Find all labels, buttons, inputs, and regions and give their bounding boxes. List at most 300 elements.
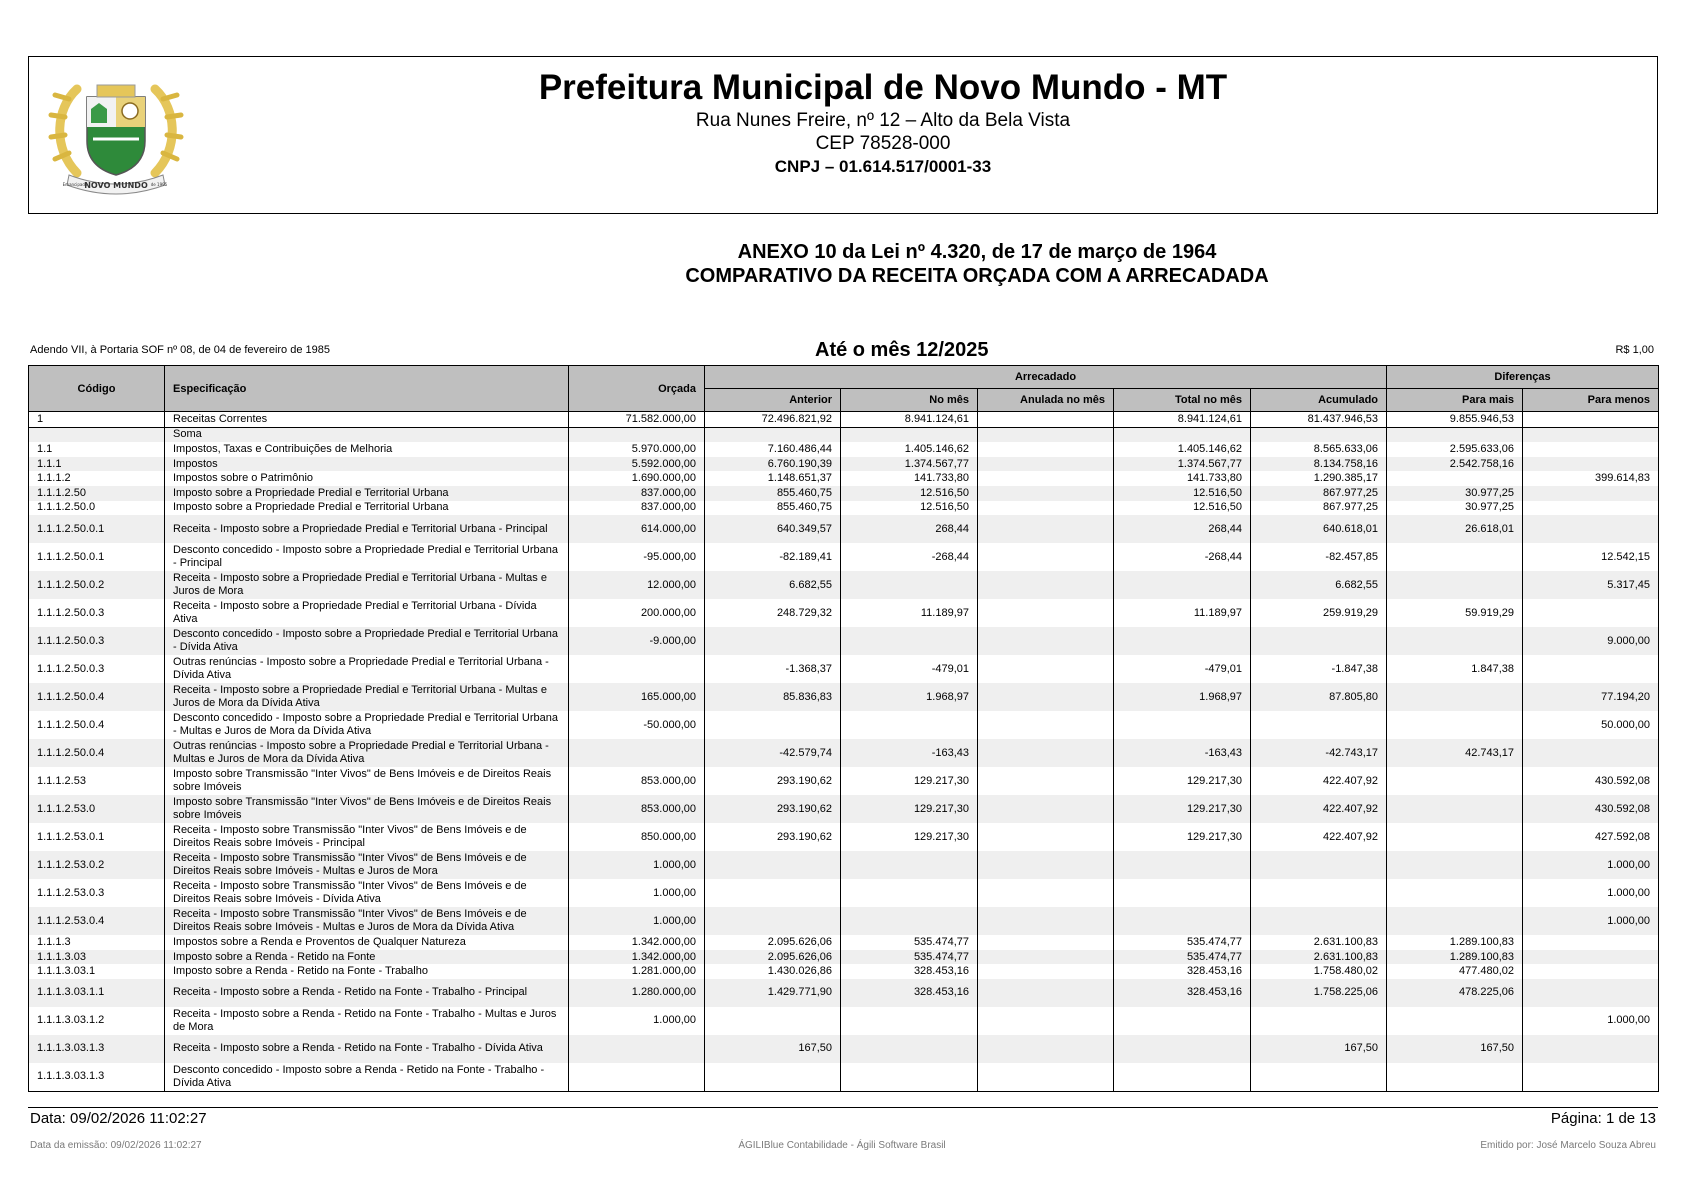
cell-no-mes <box>841 711 978 739</box>
cell-para-mais: 2.542.758,16 <box>1387 457 1523 472</box>
cell-no-mes: 1.968,97 <box>841 683 978 711</box>
cell-acumulado: 167,50 <box>1251 1035 1387 1063</box>
cell-para-mais: 1.289.100,83 <box>1387 935 1523 950</box>
cell-no-mes <box>841 907 978 935</box>
cell-para-menos <box>1523 1063 1659 1092</box>
cell-anulada <box>978 486 1114 501</box>
cell-total-mes: 11.189,97 <box>1114 599 1251 627</box>
cell-para-menos <box>1523 427 1659 442</box>
cell-para-mais <box>1387 427 1523 442</box>
cell-acumulado <box>1251 1007 1387 1035</box>
cell-para-mais: 477.480,02 <box>1387 964 1523 979</box>
cell-especificacao: Imposto sobre a Renda - Retido na Fonte - Trabalho <box>165 964 569 979</box>
cell-codigo: 1.1.1.3.03.1 <box>29 964 165 979</box>
cell-total-mes: 268,44 <box>1114 515 1251 543</box>
cell-anterior <box>705 851 841 879</box>
cell-especificacao: Receita - Imposto sobre a Propriedade Predial e Territorial Urbana - Dívida Ativa <box>165 599 569 627</box>
cell-codigo: 1.1.1.3 <box>29 935 165 950</box>
cell-anulada <box>978 851 1114 879</box>
cell-codigo <box>29 427 165 442</box>
cell-no-mes: 535.474,77 <box>841 935 978 950</box>
cell-acumulado: 640.618,01 <box>1251 515 1387 543</box>
cell-anulada <box>978 571 1114 599</box>
cell-para-menos: 1.000,00 <box>1523 1007 1659 1035</box>
cell-codigo: 1.1.1.2.50.0.4 <box>29 683 165 711</box>
cell-codigo: 1.1.1.2.50.0 <box>29 501 165 516</box>
cell-para-menos <box>1523 442 1659 457</box>
cell-especificacao: Soma <box>165 427 569 442</box>
cell-para-menos <box>1523 515 1659 543</box>
cell-anterior <box>705 711 841 739</box>
cell-para-menos: 50.000,00 <box>1523 711 1659 739</box>
cell-especificacao: Impostos sobre a Renda e Proventos de Qualquer Natureza <box>165 935 569 950</box>
cell-acumulado <box>1251 851 1387 879</box>
cell-no-mes: 535.474,77 <box>841 950 978 965</box>
cell-especificacao: Receita - Imposto sobre Transmissão "Inter Vivos" de Bens Imóveis e de Direitos Reais sobre Imóveis - Principal <box>165 823 569 851</box>
annex-title <box>0 240 1684 288</box>
issued-by: Emitido por: José Marcelo Souza Abreu <box>1480 1140 1656 1151</box>
cell-acumulado: 8.565.633,06 <box>1251 442 1387 457</box>
cell-acumulado: -42.743,17 <box>1251 739 1387 767</box>
cell-acumulado <box>1251 907 1387 935</box>
header-text <box>29 67 1657 179</box>
cell-especificacao: Impostos <box>165 457 569 472</box>
cell-total-mes: 129.217,30 <box>1114 767 1251 795</box>
cell-para-mais <box>1387 1063 1523 1092</box>
cnpj: CNPJ – 01.614.517/0001-33 <box>774 157 992 176</box>
cell-no-mes: 268,44 <box>841 515 978 543</box>
cell-total-mes <box>1114 851 1251 879</box>
cell-total-mes: 328.453,16 <box>1114 979 1251 1007</box>
cell-orcada: 837.000,00 <box>569 486 705 501</box>
table-row <box>29 964 1659 979</box>
page-title: Prefeitura Municipal de Novo Mundo - MT <box>538 68 1228 107</box>
cell-orcada: 1.000,00 <box>569 907 705 935</box>
footer-date: Data: 09/02/2026 11:02:27 <box>30 1110 207 1127</box>
cell-anterior: 7.160.486,44 <box>705 442 841 457</box>
cell-total-mes <box>1114 1007 1251 1035</box>
cell-especificacao: Imposto sobre a Propriedade Predial e Territorial Urbana <box>165 501 569 516</box>
cell-anulada <box>978 599 1114 627</box>
cell-especificacao: Receita - Imposto sobre a Renda - Retido na Fonte - Trabalho - Multas e Juros de Mora <box>165 1007 569 1035</box>
table-row <box>29 739 1659 767</box>
cell-codigo: 1.1.1.2.53.0 <box>29 795 165 823</box>
cell-para-mais <box>1387 543 1523 571</box>
col-header-para-mais: Para mais <box>1387 389 1523 412</box>
cell-codigo: 1.1.1.2.50.0.4 <box>29 739 165 767</box>
cell-para-mais <box>1387 627 1523 655</box>
header-box <box>28 56 1658 214</box>
cell-total-mes: 129.217,30 <box>1114 823 1251 851</box>
cell-especificacao: Impostos, Taxas e Contribuições de Melhoria <box>165 442 569 457</box>
cell-para-mais <box>1387 471 1523 486</box>
cell-no-mes: 328.453,16 <box>841 979 978 1007</box>
cell-para-menos: 1.000,00 <box>1523 879 1659 907</box>
cell-codigo: 1.1.1.2.50.0.1 <box>29 543 165 571</box>
cell-para-menos <box>1523 739 1659 767</box>
cell-orcada <box>569 1063 705 1092</box>
cell-acumulado <box>1251 627 1387 655</box>
table-row <box>29 471 1659 486</box>
software-credit: ÁGILIBlue Contabilidade - Ágili Software Brasil <box>738 1140 946 1151</box>
cell-no-mes <box>841 571 978 599</box>
table-row <box>29 711 1659 739</box>
cell-orcada: -95.000,00 <box>569 543 705 571</box>
cell-para-menos <box>1523 457 1659 472</box>
table-row <box>29 501 1659 516</box>
cell-acumulado: 422.407,92 <box>1251 795 1387 823</box>
cell-codigo: 1.1.1.2.53.0.2 <box>29 851 165 879</box>
cell-orcada: 1.000,00 <box>569 879 705 907</box>
cell-no-mes: 1.405.146,62 <box>841 442 978 457</box>
table-row <box>29 571 1659 599</box>
cell-no-mes: 129.217,30 <box>841 767 978 795</box>
cell-para-menos <box>1523 599 1659 627</box>
col-header-especificacao: Especificação <box>165 366 569 412</box>
cell-orcada <box>569 739 705 767</box>
cell-orcada: 200.000,00 <box>569 599 705 627</box>
cell-codigo: 1.1.1.3.03.1.3 <box>29 1063 165 1092</box>
cell-orcada: 1.281.000,00 <box>569 964 705 979</box>
svg-text:NOVO MUNDO: NOVO MUNDO <box>84 181 148 190</box>
cell-especificacao: Desconto concedido - Imposto sobre a Renda - Retido na Fonte - Trabalho - Dívida Ativa <box>165 1063 569 1092</box>
col-header-total-mes: Total no mês <box>1114 389 1251 412</box>
cell-codigo: 1.1.1.2.50.0.3 <box>29 599 165 627</box>
cell-anterior: 293.190,62 <box>705 795 841 823</box>
cell-orcada: 12.000,00 <box>569 571 705 599</box>
cell-acumulado: 422.407,92 <box>1251 767 1387 795</box>
table-row <box>29 1035 1659 1063</box>
cell-anterior <box>705 627 841 655</box>
annex-line-1: ANEXO 10 da Lei nº 4.320, de 17 de março de 1964 <box>737 241 1217 263</box>
cell-acumulado: 87.805,80 <box>1251 683 1387 711</box>
cell-especificacao: Receita - Imposto sobre Transmissão "Inter Vivos" de Bens Imóveis e de Direitos Reais sobre Imóveis - Dívida Ativa <box>165 879 569 907</box>
cell-especificacao: Imposto sobre Transmissão "Inter Vivos" de Bens Imóveis e de Direitos Reais sobre Imóveis <box>165 767 569 795</box>
cell-anulada <box>978 457 1114 472</box>
cell-anulada <box>978 501 1114 516</box>
cell-no-mes: 1.374.567,77 <box>841 457 978 472</box>
cell-total-mes: 12.516,50 <box>1114 486 1251 501</box>
table-row <box>29 486 1659 501</box>
cell-anterior: 2.095.626,06 <box>705 935 841 950</box>
cell-anterior: 640.349,57 <box>705 515 841 543</box>
cell-para-mais: 59.919,29 <box>1387 599 1523 627</box>
cell-para-menos: 12.542,15 <box>1523 543 1659 571</box>
cell-especificacao: Desconto concedido - Imposto sobre a Propriedade Predial e Territorial Urbana - Multas e Juros de Mora da Dívida Ativa <box>165 711 569 739</box>
cell-orcada: -50.000,00 <box>569 711 705 739</box>
cell-codigo: 1.1.1.2.50.0.3 <box>29 655 165 683</box>
cell-anterior: 855.460,75 <box>705 501 841 516</box>
cell-especificacao: Desconto concedido - Imposto sobre a Propriedade Predial e Territorial Urbana - Dívida Ativa <box>165 627 569 655</box>
cell-orcada: 837.000,00 <box>569 501 705 516</box>
col-header-diferencas: Diferenças <box>1387 366 1659 389</box>
cell-total-mes: 535.474,77 <box>1114 935 1251 950</box>
col-header-codigo: Código <box>29 366 165 412</box>
table-row <box>29 515 1659 543</box>
cell-para-menos: 430.592,08 <box>1523 767 1659 795</box>
cell-anulada <box>978 935 1114 950</box>
cell-orcada: 853.000,00 <box>569 795 705 823</box>
cell-anulada <box>978 412 1114 428</box>
cell-acumulado: -82.457,85 <box>1251 543 1387 571</box>
cell-anterior: 293.190,62 <box>705 767 841 795</box>
cell-no-mes: 12.516,50 <box>841 501 978 516</box>
cell-anterior: 855.460,75 <box>705 486 841 501</box>
cell-orcada: 1.342.000,00 <box>569 935 705 950</box>
cell-orcada: 5.592.000,00 <box>569 457 705 472</box>
table-row <box>29 599 1659 627</box>
cell-orcada: 165.000,00 <box>569 683 705 711</box>
table-row <box>29 1063 1659 1092</box>
cell-acumulado: 867.977,25 <box>1251 501 1387 516</box>
cell-total-mes <box>1114 1063 1251 1092</box>
cell-total-mes: -268,44 <box>1114 543 1251 571</box>
cell-no-mes: 8.941.124,61 <box>841 412 978 428</box>
cell-codigo: 1.1.1.2.50.0.2 <box>29 571 165 599</box>
cell-orcada <box>569 427 705 442</box>
table-row <box>29 935 1659 950</box>
cell-para-menos <box>1523 950 1659 965</box>
annex-line-2: COMPARATIVO DA RECEITA ORÇADA COM A ARRECADADA <box>685 265 1269 287</box>
cell-para-mais: 478.225,06 <box>1387 979 1523 1007</box>
table-row <box>29 907 1659 935</box>
cell-total-mes <box>1114 571 1251 599</box>
cell-orcada: 1.000,00 <box>569 1007 705 1035</box>
cell-total-mes: 535.474,77 <box>1114 950 1251 965</box>
cell-total-mes <box>1114 1035 1251 1063</box>
cell-especificacao: Impostos sobre o Patrimônio <box>165 471 569 486</box>
cell-especificacao: Receita - Imposto sobre a Propriedade Predial e Territorial Urbana - Multas e Juros de Mora <box>165 571 569 599</box>
cell-codigo: 1.1.1.2.53.0.1 <box>29 823 165 851</box>
cell-no-mes: 141.733,80 <box>841 471 978 486</box>
cell-acumulado <box>1251 879 1387 907</box>
cell-anterior <box>705 879 841 907</box>
cell-anterior: 1.148.651,37 <box>705 471 841 486</box>
cell-para-menos: 9.000,00 <box>1523 627 1659 655</box>
cell-total-mes: 328.453,16 <box>1114 964 1251 979</box>
page-number: Página: 1 de 13 <box>1550 1110 1656 1127</box>
cell-no-mes: 129.217,30 <box>841 795 978 823</box>
cell-para-mais <box>1387 823 1523 851</box>
cell-acumulado: 8.134.758,16 <box>1251 457 1387 472</box>
cell-total-mes <box>1114 627 1251 655</box>
cell-especificacao: Receita - Imposto sobre a Renda - Retido na Fonte - Trabalho - Principal <box>165 979 569 1007</box>
cell-total-mes: 12.516,50 <box>1114 501 1251 516</box>
cell-anulada <box>978 627 1114 655</box>
currency-unit: R$ 1,00 <box>1615 344 1654 356</box>
cell-codigo: 1.1.1.2.50.0.4 <box>29 711 165 739</box>
cell-especificacao: Imposto sobre a Renda - Retido na Fonte <box>165 950 569 965</box>
cell-total-mes <box>1114 427 1251 442</box>
table-row <box>29 879 1659 907</box>
cell-no-mes <box>841 1035 978 1063</box>
cell-orcada: 1.280.000,00 <box>569 979 705 1007</box>
cell-acumulado: 81.437.946,53 <box>1251 412 1387 428</box>
table-row <box>29 543 1659 571</box>
cell-orcada: 5.970.000,00 <box>569 442 705 457</box>
cell-codigo: 1.1.1.2.53.0.4 <box>29 907 165 935</box>
cell-anterior: 1.430.026,86 <box>705 964 841 979</box>
cell-para-menos <box>1523 501 1659 516</box>
cell-para-menos <box>1523 486 1659 501</box>
cell-anterior: 6.682,55 <box>705 571 841 599</box>
cell-total-mes <box>1114 879 1251 907</box>
cep: CEP 78528-000 <box>815 133 951 154</box>
svg-text:Emancipado: Emancipado <box>62 182 88 187</box>
cell-anterior: -82.189,41 <box>705 543 841 571</box>
cell-anulada <box>978 543 1114 571</box>
cell-anulada <box>978 950 1114 965</box>
cell-total-mes: -163,43 <box>1114 739 1251 767</box>
cell-total-mes <box>1114 711 1251 739</box>
cell-para-mais <box>1387 767 1523 795</box>
cell-para-menos: 427.592,08 <box>1523 823 1659 851</box>
cell-no-mes <box>841 427 978 442</box>
cell-para-mais <box>1387 683 1523 711</box>
cell-no-mes <box>841 879 978 907</box>
cell-anulada <box>978 1007 1114 1035</box>
cell-especificacao: Receita - Imposto sobre a Propriedade Predial e Territorial Urbana - Principal <box>165 515 569 543</box>
cell-para-mais <box>1387 851 1523 879</box>
table-row <box>29 655 1659 683</box>
cell-anterior: 248.729,32 <box>705 599 841 627</box>
table-row <box>29 627 1659 655</box>
cell-total-mes <box>1114 907 1251 935</box>
address: Rua Nunes Freire, nº 12 – Alto da Bela Vista <box>695 110 1071 131</box>
cell-codigo: 1.1.1.2.50.0.1 <box>29 515 165 543</box>
cell-codigo: 1.1.1 <box>29 457 165 472</box>
cell-codigo: 1.1.1.2.50 <box>29 486 165 501</box>
cell-no-mes <box>841 1007 978 1035</box>
col-header-no-mes: No mês <box>841 389 978 412</box>
cell-codigo: 1.1.1.2.50.0.3 <box>29 627 165 655</box>
cell-orcada: 1.690.000,00 <box>569 471 705 486</box>
cell-especificacao: Outras renúncias - Imposto sobre a Propriedade Predial e Territorial Urbana - Multas e Juros de Mora da Dívida Ativa <box>165 739 569 767</box>
cell-para-mais: 1.289.100,83 <box>1387 950 1523 965</box>
col-header-anulada: Anulada no mês <box>978 389 1114 412</box>
cell-anterior <box>705 427 841 442</box>
cell-acumulado: 2.631.100,83 <box>1251 950 1387 965</box>
cell-orcada: 1.000,00 <box>569 851 705 879</box>
cell-anulada <box>978 879 1114 907</box>
cell-codigo: 1.1.1.2 <box>29 471 165 486</box>
cell-anulada <box>978 767 1114 795</box>
cell-total-mes: 129.217,30 <box>1114 795 1251 823</box>
cell-para-menos <box>1523 655 1659 683</box>
cell-para-mais <box>1387 795 1523 823</box>
cell-para-mais: 1.847,38 <box>1387 655 1523 683</box>
col-header-para-menos: Para menos <box>1523 389 1659 412</box>
cell-especificacao: Imposto sobre Transmissão "Inter Vivos" de Bens Imóveis e de Direitos Reais sobre Imóveis <box>165 795 569 823</box>
cell-acumulado: 1.758.480,02 <box>1251 964 1387 979</box>
cell-anulada <box>978 1035 1114 1063</box>
table-row <box>29 427 1659 442</box>
table-row <box>29 795 1659 823</box>
cell-no-mes: 12.516,50 <box>841 486 978 501</box>
cell-para-mais <box>1387 879 1523 907</box>
cell-orcada <box>569 1035 705 1063</box>
cell-anterior: 1.429.771,90 <box>705 979 841 1007</box>
cell-orcada: 614.000,00 <box>569 515 705 543</box>
cell-total-mes: 141.733,80 <box>1114 471 1251 486</box>
cell-acumulado <box>1251 711 1387 739</box>
cell-anterior: 6.760.190,39 <box>705 457 841 472</box>
cell-no-mes: -163,43 <box>841 739 978 767</box>
cell-anterior: -1.368,37 <box>705 655 841 683</box>
cell-codigo: 1.1 <box>29 442 165 457</box>
table-row <box>29 823 1659 851</box>
table-row <box>29 683 1659 711</box>
cell-no-mes: 11.189,97 <box>841 599 978 627</box>
cell-acumulado: -1.847,38 <box>1251 655 1387 683</box>
cell-orcada: 853.000,00 <box>569 767 705 795</box>
col-header-orcada: Orçada <box>569 366 705 412</box>
cell-para-menos <box>1523 979 1659 1007</box>
footer-divider <box>28 1107 1658 1108</box>
cell-anterior <box>705 907 841 935</box>
cell-total-mes: -479,01 <box>1114 655 1251 683</box>
cell-orcada: -9.000,00 <box>569 627 705 655</box>
cell-codigo: 1.1.1.3.03 <box>29 950 165 965</box>
cell-para-menos <box>1523 964 1659 979</box>
cell-especificacao: Receita - Imposto sobre Transmissão "Inter Vivos" de Bens Imóveis e de Direitos Reais sobre Imóveis - Multas e Juros de Mora da Dívida Ativa <box>165 907 569 935</box>
cell-codigo: 1.1.1.3.03.1.1 <box>29 979 165 1007</box>
table-row <box>29 412 1659 428</box>
cell-anterior: 167,50 <box>705 1035 841 1063</box>
cell-acumulado: 6.682,55 <box>1251 571 1387 599</box>
cell-especificacao: Receita - Imposto sobre a Propriedade Predial e Territorial Urbana - Multas e Juros de Mora da Dívida Ativa <box>165 683 569 711</box>
table-row <box>29 457 1659 472</box>
col-header-arrecadado: Arrecadado <box>705 366 1387 389</box>
cell-no-mes: -268,44 <box>841 543 978 571</box>
cell-para-mais: 2.595.633,06 <box>1387 442 1523 457</box>
table-row <box>29 851 1659 879</box>
cell-para-mais <box>1387 571 1523 599</box>
svg-text:de 1995: de 1995 <box>150 182 168 187</box>
cell-para-menos: 77.194,20 <box>1523 683 1659 711</box>
cell-anterior: 72.496.821,92 <box>705 412 841 428</box>
cell-orcada <box>569 655 705 683</box>
table-row <box>29 767 1659 795</box>
cell-para-menos: 430.592,08 <box>1523 795 1659 823</box>
cell-para-mais: 26.618,01 <box>1387 515 1523 543</box>
cell-especificacao: Imposto sobre a Propriedade Predial e Territorial Urbana <box>165 486 569 501</box>
portaria-reference: Adendo VII, à Portaria SOF nº 08, de 04 de fevereiro de 1985 <box>30 344 330 356</box>
cell-anulada <box>978 442 1114 457</box>
cell-no-mes <box>841 1063 978 1092</box>
cell-especificacao: Receita - Imposto sobre Transmissão "Inter Vivos" de Bens Imóveis e de Direitos Reais sobre Imóveis - Multas e Juros de Mora <box>165 851 569 879</box>
cell-acumulado: 259.919,29 <box>1251 599 1387 627</box>
cell-para-mais <box>1387 711 1523 739</box>
cell-total-mes: 1.968,97 <box>1114 683 1251 711</box>
cell-para-menos: 399.614,83 <box>1523 471 1659 486</box>
cell-no-mes: -479,01 <box>841 655 978 683</box>
cell-anulada <box>978 515 1114 543</box>
cell-anulada <box>978 427 1114 442</box>
cell-orcada: 71.582.000,00 <box>569 412 705 428</box>
cell-para-menos <box>1523 412 1659 428</box>
cell-orcada: 850.000,00 <box>569 823 705 851</box>
cell-para-mais: 9.855.946,53 <box>1387 412 1523 428</box>
cell-especificacao: Receitas Correntes <box>165 412 569 428</box>
table-row <box>29 979 1659 1007</box>
cell-orcada: 1.342.000,00 <box>569 950 705 965</box>
cell-codigo: 1.1.1.3.03.1.2 <box>29 1007 165 1035</box>
cell-acumulado <box>1251 1063 1387 1092</box>
cell-acumulado <box>1251 427 1387 442</box>
cell-anterior: 85.836,83 <box>705 683 841 711</box>
cell-para-mais: 42.743,17 <box>1387 739 1523 767</box>
